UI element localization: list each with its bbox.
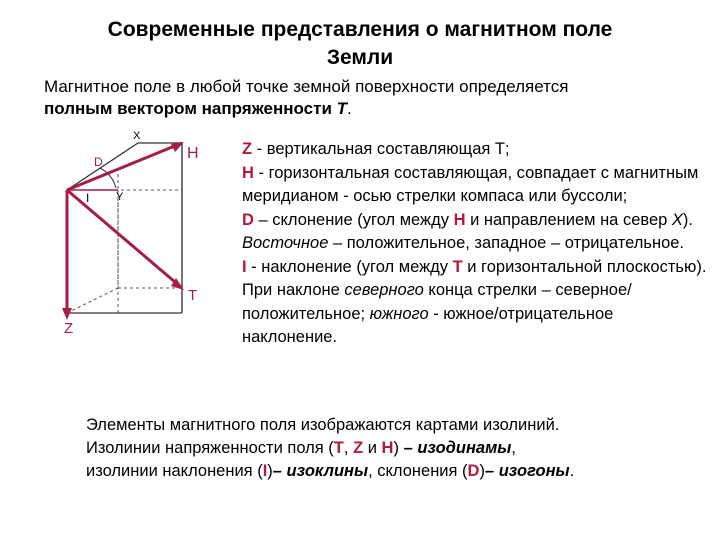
- title-line-1: Современные представления о магнитном поле: [107, 18, 613, 41]
- vector-t: [67, 190, 182, 288]
- desc-i-t: Т: [452, 257, 463, 276]
- desc-h: [242, 162, 712, 209]
- footer-line-1: Элементы магнитного поля изображаются картами изолиний.: [86, 416, 560, 434]
- intro-bold: полным вектором напряженности: [44, 99, 332, 118]
- footer-line-3: [86, 460, 716, 483]
- desc-h-symbol: H: [242, 163, 254, 182]
- desc-d-text4: – положительное, западное – отрицательное.: [328, 234, 685, 252]
- vector-z-arrow: [62, 308, 72, 320]
- label-z: Z: [64, 320, 74, 337]
- footer-l2-t: Т: [333, 439, 344, 457]
- label-h: H: [187, 145, 199, 162]
- desc-d-text1: – склонение (угол между: [253, 210, 454, 229]
- label-i: I: [86, 191, 90, 205]
- footer-l3-d: D: [467, 462, 480, 480]
- desc-d: [242, 209, 712, 256]
- desc-d-symbol: D: [242, 210, 254, 229]
- footer-l2-z: Z: [353, 439, 364, 457]
- footer-l3b: ): [267, 462, 273, 480]
- intro-end: .: [347, 99, 352, 118]
- desc-i-text4: - южное/отрицательное наклонение.: [242, 304, 614, 346]
- desc-i-symbol: I: [242, 257, 247, 276]
- footer-l3-term2: – изогоны: [484, 462, 570, 480]
- intro-symbol: T: [336, 99, 348, 118]
- desc-d-text3: ).: [682, 210, 693, 229]
- footer-l3c: , склонения (: [368, 462, 468, 480]
- desc-d-h: Н: [453, 210, 466, 229]
- desc-i-south: южного: [369, 304, 429, 323]
- label-y: Y: [116, 191, 124, 203]
- desc-z-text: - вертикальная составляющая Т;: [252, 140, 510, 158]
- vector-h: [67, 143, 182, 190]
- footer-l2a: Изолинии напряженности поля (: [86, 439, 334, 457]
- desc-i-text3: конца стрелки – северное/положительное;: [242, 281, 632, 323]
- footer-l3a: изолинии наклонения (: [86, 462, 263, 480]
- footer-l2-and: и: [363, 439, 382, 457]
- desc-i-text2: и горизонтальной плоскостью). При наклоне: [242, 257, 707, 299]
- desc-z-symbol: Z: [242, 140, 253, 158]
- footer-l2-term: – изодинамы: [403, 439, 512, 457]
- footer-l2c: ,: [511, 439, 516, 457]
- frame-back-diag: [67, 288, 118, 313]
- label-x: X: [133, 130, 141, 142]
- footer-l3-term1: – изоклины: [272, 462, 369, 480]
- desc-d-x: Х: [671, 210, 683, 229]
- title-line-2: Земли: [326, 46, 394, 69]
- footer-l3e: .: [569, 462, 575, 480]
- footer-paragraph: [86, 414, 716, 483]
- magnetic-field-diagram: [50, 128, 225, 343]
- desc-d-east: Восточное: [242, 234, 329, 252]
- footer-l3d: ): [479, 462, 485, 480]
- intro-text: Магнитное поле в любой точке земной поверхности определяется: [44, 77, 569, 96]
- footer-l3-i: I: [262, 462, 268, 480]
- label-t: T: [188, 287, 198, 304]
- intro-paragraph: [44, 76, 684, 120]
- desc-d-text2: и направлением на север: [465, 210, 672, 229]
- slide-title: [40, 16, 680, 72]
- desc-z: [242, 138, 712, 162]
- label-d: D: [94, 155, 103, 169]
- desc-i-text1: - наклонение (угол между: [246, 257, 453, 276]
- footer-line-2: [86, 437, 716, 460]
- desc-i: [242, 256, 712, 350]
- description-block: [242, 138, 712, 350]
- footer-l2b: ): [393, 439, 404, 457]
- footer-l2-sep: ,: [343, 439, 354, 457]
- footer-l2-h: Н: [381, 439, 394, 457]
- desc-h-text: - горизонтальная составляющая, совпадает с магнитным меридианом - осью стрелки компаса или буссоли;: [242, 163, 699, 205]
- desc-i-north: северного: [344, 281, 424, 299]
